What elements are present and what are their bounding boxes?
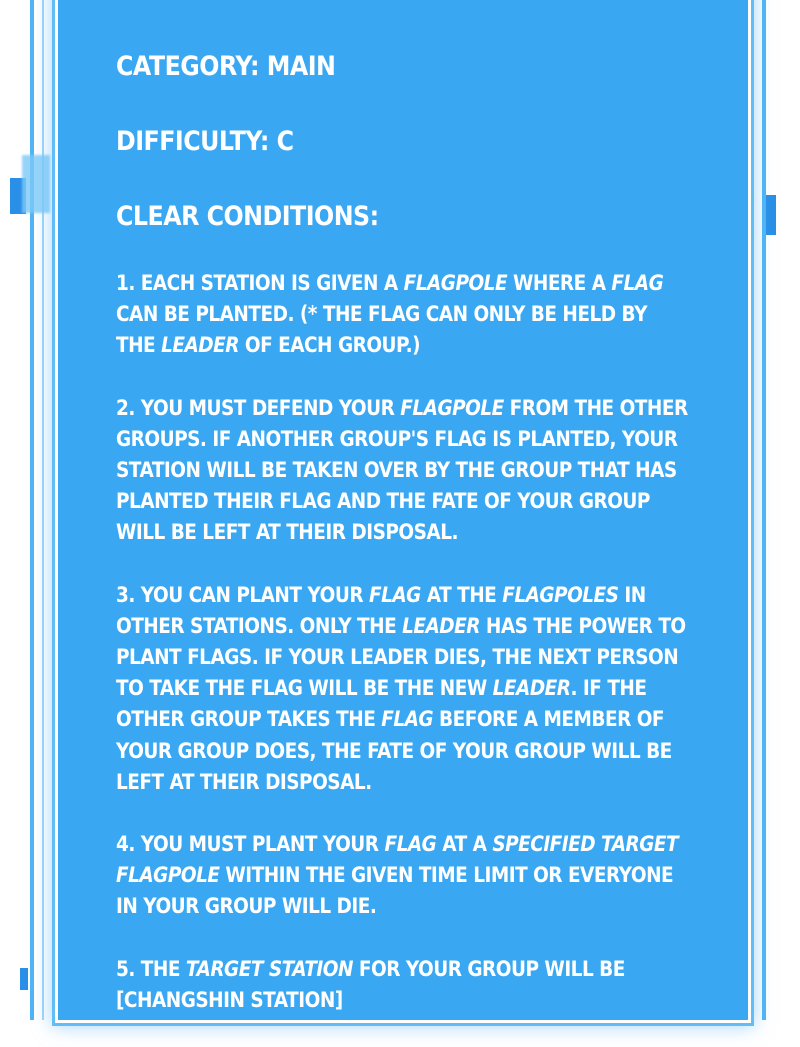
emphasis-term: LEADER	[161, 333, 239, 359]
emphasis-term: TARGET STATION	[185, 956, 353, 982]
rule-text: 4. YOU MUST PLANT YOUR	[116, 832, 385, 858]
rule-text: 1. EACH STATION IS GIVEN A	[116, 271, 404, 296]
rule-4	[116, 829, 688, 923]
difficulty-heading: DIFFICULTY: C	[116, 126, 294, 157]
emphasis-term: FLAG	[381, 707, 434, 733]
rule-text: AT A	[436, 832, 493, 858]
left-bottom-tab	[20, 968, 28, 990]
rule-text: 2. YOU MUST DEFEND YOUR	[116, 395, 401, 421]
rule-text: . IF THE OTHER GROUP TAKES THE	[116, 676, 647, 733]
emphasis-term: FLAGPOLE	[400, 395, 504, 421]
emphasis-term: LEADER	[402, 613, 480, 639]
rule-text: WHERE A	[507, 271, 612, 296]
rule-text: HAS THE POWER TO PLANT FLAGS. IF YOUR LEADER DIES, THE NEXT PERSON TO TAKE THE FLAG WILL BE THE NEW	[116, 613, 686, 702]
rule-text: BEFORE A MEMBER OF YOUR GROUP DOES, THE FATE OF YOUR GROUP WILL BE LEFT AT THEIR DISPOSAL.	[116, 707, 672, 795]
emphasis-term: FLAG	[384, 832, 437, 858]
quest-content	[116, 48, 688, 1047]
rule-text: FOR YOUR GROUP WILL BE [CHANGSHIN STATION]	[116, 956, 625, 1013]
right-side-tab	[766, 195, 776, 235]
rule-2	[116, 393, 688, 549]
rule-1	[116, 268, 688, 362]
left-side-tab-glow	[22, 155, 50, 213]
rule-text: IN OTHER STATIONS. ONLY THE	[116, 582, 646, 639]
emphasis-term: FLAGPOLES	[502, 582, 619, 608]
rule-3	[116, 580, 688, 798]
emphasis-term: FLAG	[611, 271, 664, 296]
rule-text: WITHIN THE GIVEN TIME LIMIT OR EVERYONE IN YOUR GROUP WILL DIE.	[116, 863, 674, 920]
rule-text: AT THE	[420, 582, 503, 608]
rule-text: OF EACH GROUP.)	[238, 333, 421, 359]
rule-text: CAN BE PLANTED. (* THE FLAG CAN ONLY BE HELD BY THE	[116, 302, 647, 359]
rules-list	[116, 268, 688, 1016]
rule-5	[116, 954, 688, 1016]
frame-line-right	[752, 0, 754, 1020]
emphasis-term: FLAG	[368, 582, 421, 608]
rule-text: FROM THE OTHER GROUPS. IF ANOTHER GROUP'S FLAG IS PLANTED, YOUR STATION WILL BE TAKEN OVER BY THE GROUP THAT HAS PLANTED THEIR FLAG AND THE FATE OF YOUR GROUP WILL BE LEFT AT THEIR DISPOSAL.	[116, 395, 688, 546]
category-heading: CATEGORY: MAIN	[116, 51, 336, 82]
clear-conditions-heading: CLEAR CONDITIONS:	[116, 201, 379, 232]
rule-text: 3. YOU CAN PLANT YOUR	[116, 582, 369, 608]
frame-line-left	[42, 0, 44, 1020]
rule-text: 5. THE	[116, 956, 186, 982]
emphasis-term: FLAGPOLE	[403, 271, 508, 296]
emphasis-term: SPECIFIED TARGET FLAGPOLE	[116, 832, 679, 889]
emphasis-term: LEADER	[492, 676, 571, 702]
